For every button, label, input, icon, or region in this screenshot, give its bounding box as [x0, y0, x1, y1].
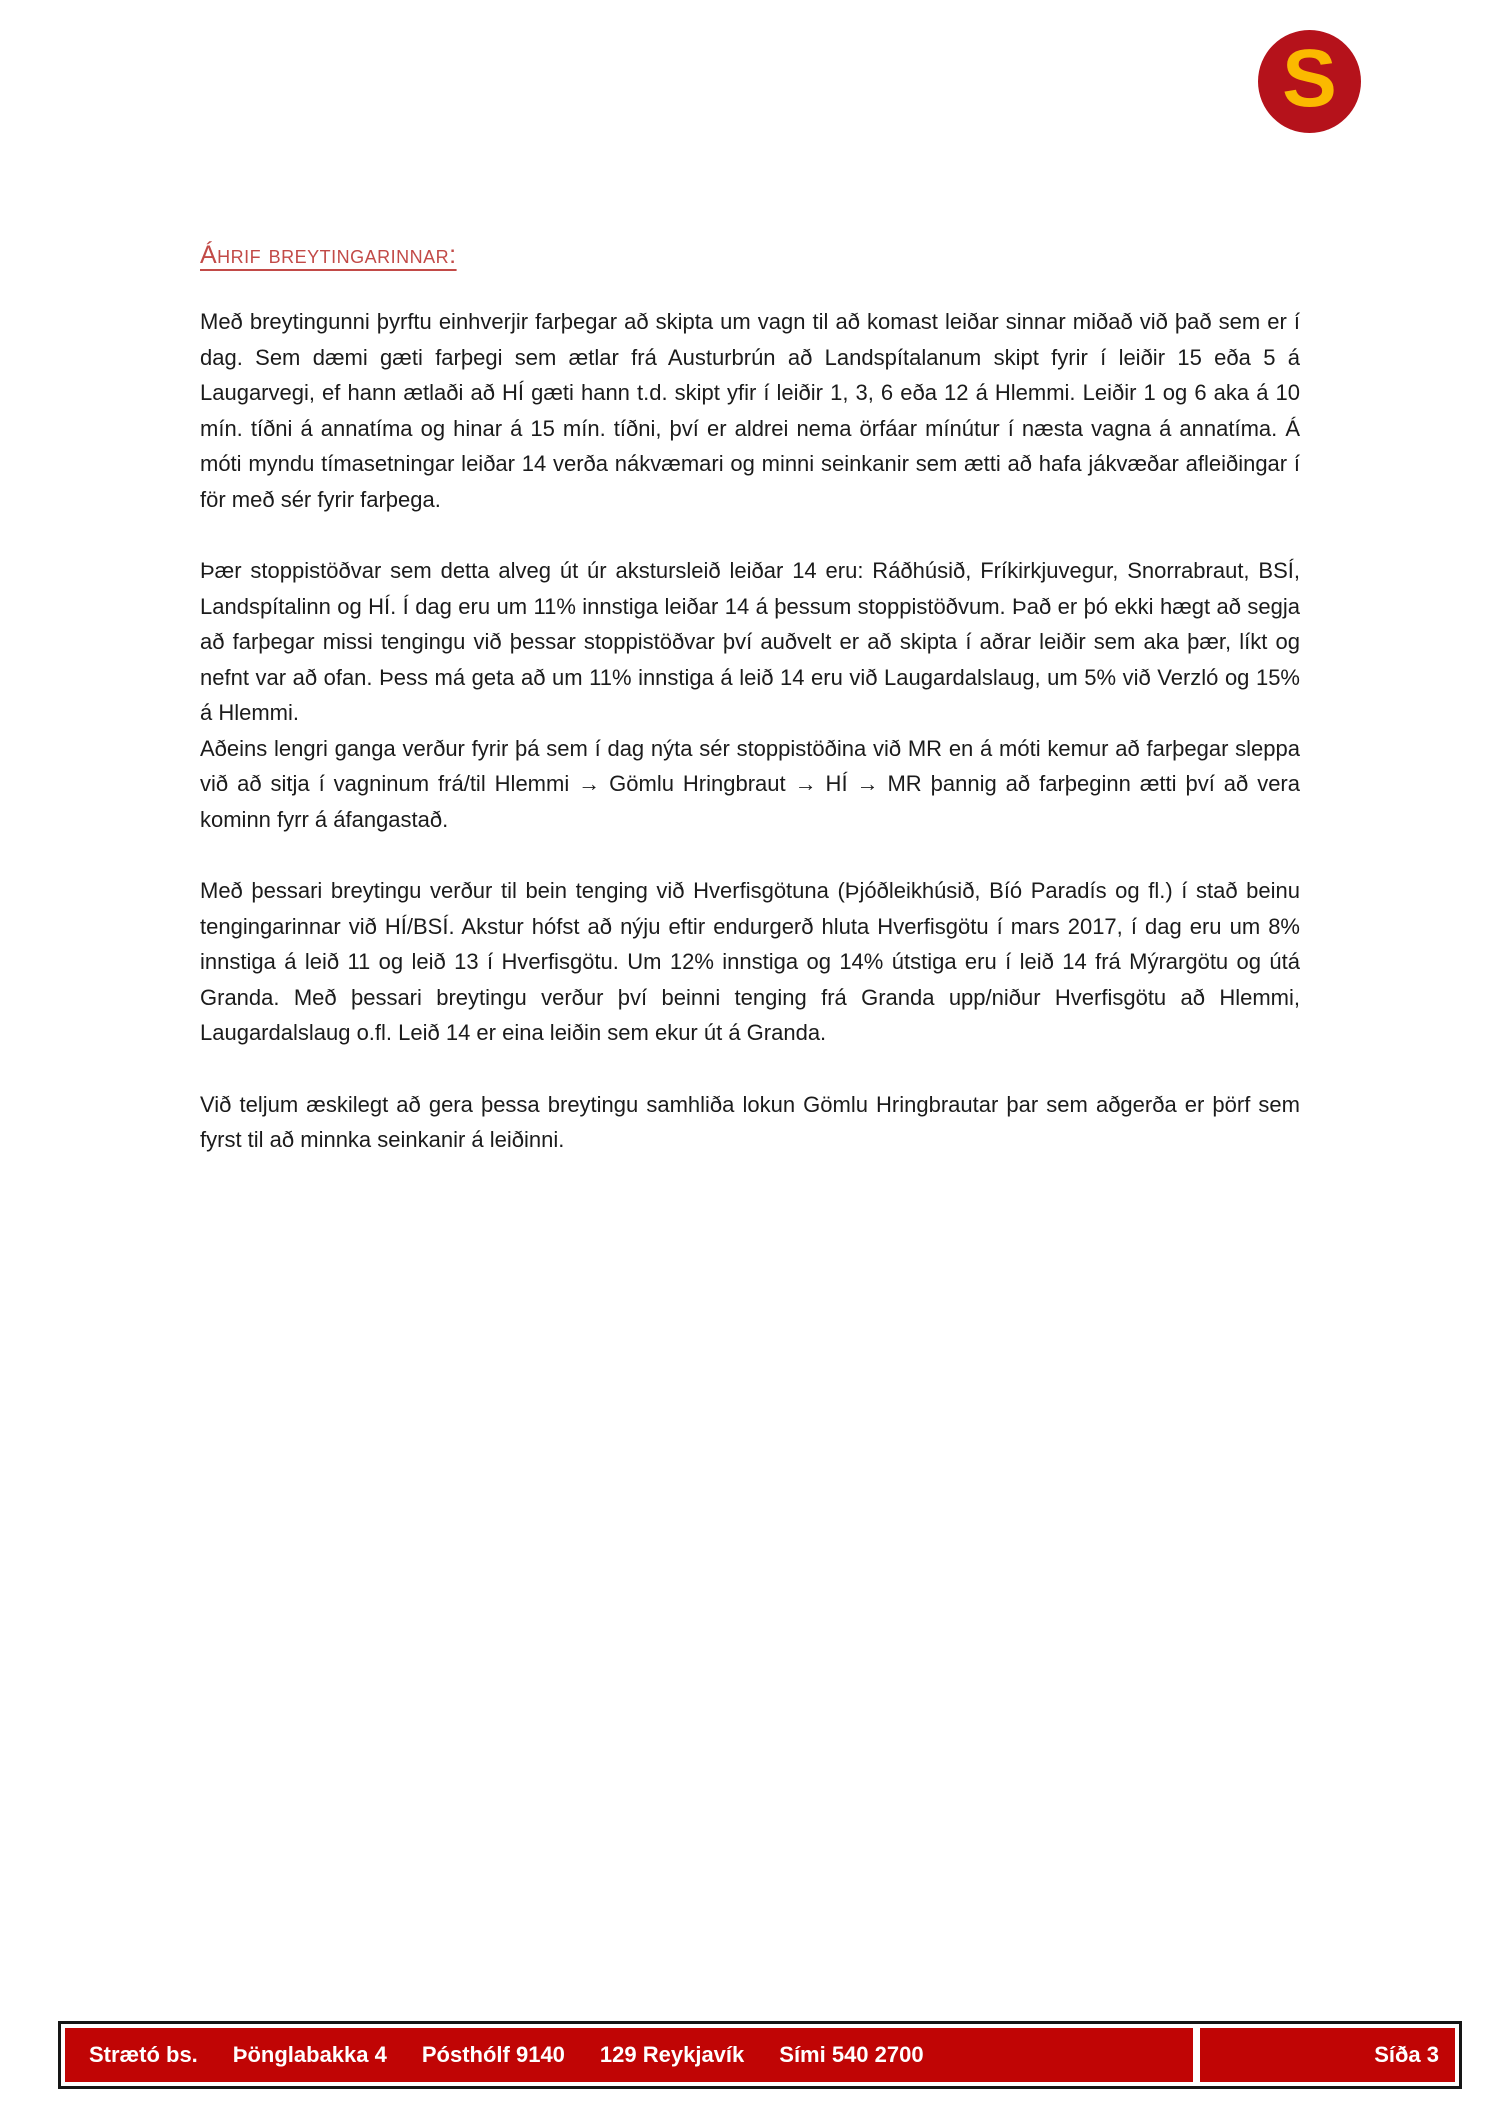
paragraph: Við teljum æskilegt að gera þessa breytingu samhliða lokun Gömlu Hringbrautar þar sem aðgerða er þörf sem fyrst til að minnka seinkanir á leiðinni.: [200, 1091, 1300, 1152]
page-number-label: Síða 3: [1374, 2042, 1439, 2067]
footer-po-box: Pósthólf 9140: [421, 2042, 565, 2067]
paragraph-block-3: [200, 873, 1300, 1051]
straeto-logo: [1258, 30, 1361, 133]
paragraph-block-2: [200, 553, 1300, 837]
footer-page-cell: [1200, 2028, 1455, 2082]
paragraph: Þær stoppistöðvar sem detta alveg út úr akstursleið leiðar 14 eru: Ráðhúsið, Fríkirkjuvegur, Snorrabraut, BSÍ, Landspítalinn og HÍ. Í dag eru um 11% innstiga leiðar 14 á þessum stoppistöðvum. Það er þó ekki hægt að segja að farþegar missi tengingu við þessar stoppistöðvar því auðvelt er að skipta í aðrar leiðir sem aka þær, líkt og nefnt var að ofan. Þess má geta að um 11% innstiga á leið 14 eru við Laugardalslaug, um 5% við Verzló og 15% á Hlemmi.: [200, 558, 1300, 725]
document-body: [200, 241, 1300, 1194]
footer-bar: [58, 2021, 1462, 2089]
footer-street-address: Þönglabakka 4: [232, 2042, 387, 2067]
footer-company-name: Strætó bs.: [89, 2042, 198, 2067]
paragraph-block-4: [200, 1087, 1300, 1158]
paragraph: Með breytingunni þyrftu einhverjir farþegar að skipta um vagn til að komast leiðar sinnar miðað við það sem er í dag. Sem dæmi gæti farþegi sem ætlar frá Austurbrún að Landspítalanum skipt fyrir í leiðir 15 eða 5 á Laugarvegi, ef hann ætlaði að HÍ gæti hann t.d. skipt yfir í leiðir 1, 3, 6 eða 12 á Hlemmi. Leiðir 1 og 6 aka á 10 mín. tíðni á annatíma og hinar á 15 mín. tíðni, því er aldrei nema örfáar mínútur í næsta vagna á annatíma. Á móti myndu tímasetningar leiðar 14 verða nákvæmari og minni seinkanir sem ætti að hafa jákvæðar afleiðingar í för með sér fyrir farþega.: [200, 309, 1300, 512]
footer-contact-cell: [65, 2028, 1193, 2082]
section-heading: Áhrif breytingarinnar:: [200, 241, 457, 269]
logo-s-icon: S: [1282, 33, 1337, 124]
paragraph: Aðeins lengri ganga verður fyrir þá sem í dag nýta sér stoppistöðina við MR en á móti kemur að farþegar sleppa við að sitja í vagninum frá/til Hlemmi → Gömlu Hringbraut → HÍ → MR þannig að farþeginn ætti því að vera kominn fyrr á áfangastað.: [200, 735, 1300, 832]
footer-city: 129 Reykjavík: [599, 2042, 745, 2067]
paragraph: Með þessari breytingu verður til bein tenging við Hverfisgötuna (Þjóðleikhúsið, Bíó Paradís og fl.) í stað beinu tengingarinnar við HÍ/BSÍ. Akstur hófst að nýju eftir endurgerð hluta Hverfisgötu í mars 2017, í dag eru um 8% innstiga á leið 11 og leið 13 í Hverfisgötu. Um 12% innstiga og 14% útstiga eru í leið 14 frá Mýrargötu og útá Granda. Með þessari breytingu verður því beinni tenging frá Granda upp/niður Hverfisgötu að Hlemmi, Laugardalslaug o.fl. Leið 14 er eina leiðin sem ekur út á Granda.: [200, 878, 1300, 1045]
footer-phone: Sími 540 2700: [779, 2042, 924, 2067]
paragraph-block-1: [200, 304, 1300, 517]
